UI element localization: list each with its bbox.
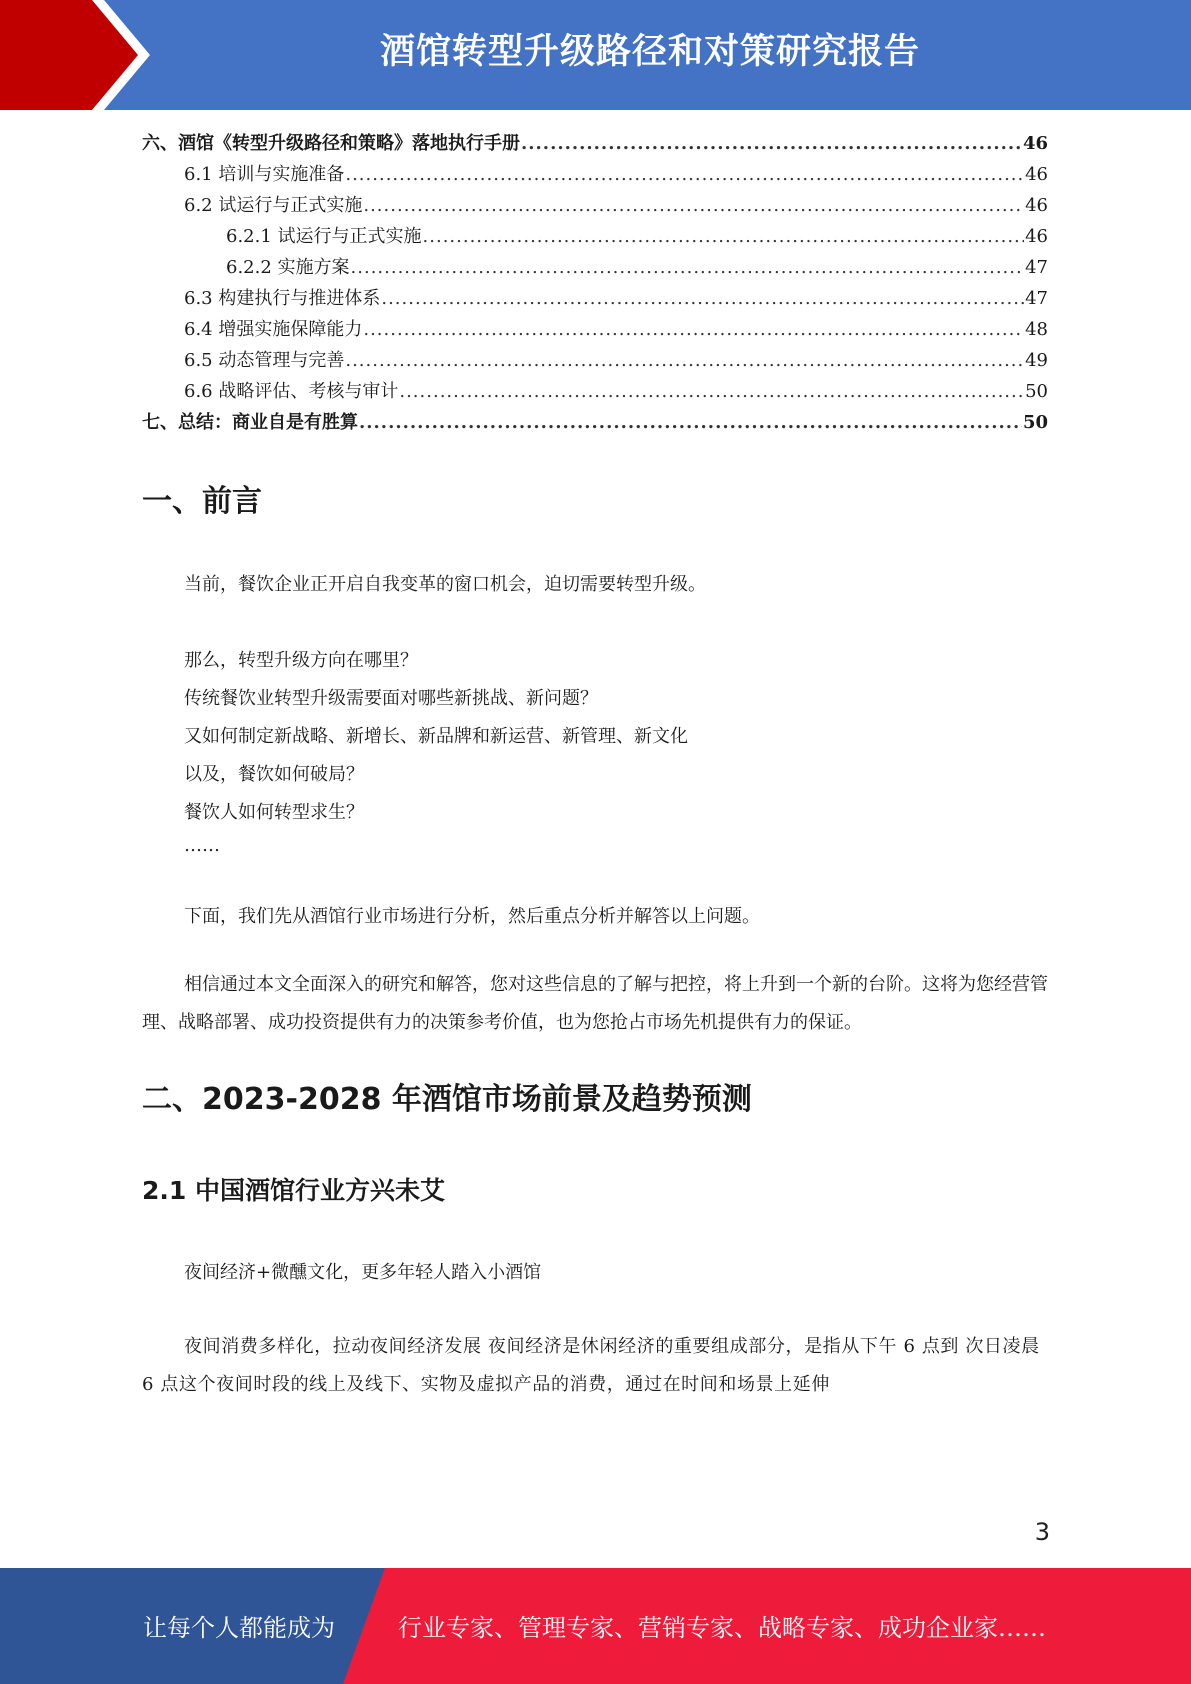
- paragraph: 相信通过本文全面深入的研究和解答，您对这些信息的了解与把控，将上升到一个新的台阶。这将为您经营管理、战略部署、成功投资提供有力的决策参考价值，也为您抢占市场先机提供有力的保证。: [142, 974, 1048, 1033]
- report-title: 酒馆转型升级路径和对策研究报告: [379, 32, 920, 72]
- toc-entry[interactable]: [142, 345, 1048, 376]
- footer-slogan-right: 行业专家、管理专家、营销专家、战略专家、成功企业家……: [398, 1614, 1046, 1642]
- toc-entry[interactable]: [142, 221, 1048, 252]
- table-of-contents: [142, 128, 1048, 438]
- toc-entry-label: 6.4 增强实施保障能力: [184, 319, 363, 340]
- toc-entry-label: 六、酒馆《转型升级路径和策略》落地执行手册: [142, 133, 520, 154]
- toc-leader-dots: [399, 376, 1024, 407]
- toc-entry-label: 6.1 培训与实施准备: [184, 164, 345, 185]
- toc-leader-dots: [345, 345, 1024, 376]
- toc-entry-page: 47: [1025, 288, 1048, 309]
- toc-entry[interactable]: [142, 190, 1048, 221]
- toc-entry-page: 49: [1025, 350, 1048, 371]
- toc-entry-page: 46: [1025, 195, 1048, 216]
- section-heading-preface: 一、前言: [142, 484, 262, 519]
- toc-leader-dots: [359, 407, 1022, 438]
- toc-leader-dots: [521, 128, 1022, 159]
- toc-entry[interactable]: [142, 376, 1048, 407]
- page-number: 3: [1034, 1518, 1050, 1546]
- question-line: 那么，转型升级方向在哪里？: [184, 650, 418, 671]
- document-body: [142, 480, 1048, 1404]
- toc-entry-label: 6.2.1 试运行与正式实施: [226, 226, 422, 247]
- paragraph: 下面，我们先从酒馆行业市场进行分析，然后重点分析并解答以上问题。: [184, 906, 760, 927]
- toc-leader-dots: [345, 159, 1024, 190]
- toc-entry[interactable]: [142, 252, 1048, 283]
- toc-entry[interactable]: [142, 128, 1048, 159]
- toc-entry-label: 6.2.2 实施方案: [226, 257, 350, 278]
- toc-entry-label: 6.2 试运行与正式实施: [184, 195, 363, 216]
- paragraph: 当前，餐饮企业正开启自我变革的窗口机会，迫切需要转型升级。: [184, 574, 706, 595]
- toc-entry-label: 6.5 动态管理与完善: [184, 350, 345, 371]
- toc-entry-page: 50: [1022, 412, 1048, 433]
- page-footer: [0, 1568, 1191, 1684]
- toc-leader-dots: [351, 252, 1025, 283]
- paragraph: 夜间消费多样化，拉动夜间经济发展 夜间经济是休闲经济的重要组成部分，是指从下午 6 点到 次日凌晨 6 点这个夜间时段的线上及线下、实物及虚拟产品的消费，通过在时间和场景上延伸: [142, 1336, 1040, 1395]
- toc-entry-page: 46: [1022, 133, 1048, 154]
- toc-entry-label: 6.3 构建执行与推进体系: [184, 288, 381, 309]
- toc-entry-page: 48: [1025, 319, 1048, 340]
- toc-entry-page: 46: [1025, 164, 1048, 185]
- question-line: 传统餐饮业转型升级需要面对哪些新挑战、新问题？: [184, 688, 598, 709]
- toc-entry-page: 46: [1025, 226, 1048, 247]
- toc-entry-label: 6.6 战略评估、考核与审计: [184, 381, 399, 402]
- page-header: [0, 0, 1191, 110]
- toc-leader-dots: [381, 283, 1024, 314]
- toc-entry-page: 47: [1025, 257, 1048, 278]
- footer-slogan-left: 让每个人都能成为: [143, 1614, 335, 1642]
- section-heading-forecast: 二、2023-2028 年酒馆市场前景及趋势预测: [142, 1082, 752, 1117]
- toc-leader-dots: [423, 221, 1025, 252]
- question-line: 又如何制定新战略、新增长、新品牌和新运营、新管理、新文化: [184, 726, 688, 747]
- toc-entry-page: 50: [1025, 381, 1048, 402]
- toc-entry[interactable]: [142, 159, 1048, 190]
- question-line: 餐饮人如何转型求生？: [184, 802, 364, 823]
- toc-leader-dots: [363, 190, 1024, 221]
- header-red-block: [0, 0, 150, 110]
- toc-entry[interactable]: [142, 314, 1048, 345]
- question-line: 以及，餐饮如何破局？: [184, 764, 364, 785]
- toc-entry[interactable]: [142, 283, 1048, 314]
- toc-leader-dots: [363, 314, 1024, 345]
- toc-entry[interactable]: [142, 407, 1048, 438]
- subsection-heading: 2.1 中国酒馆行业方兴未艾: [142, 1176, 445, 1205]
- paragraph: 夜间经济+微醺文化，更多年轻人踏入小酒馆: [184, 1262, 542, 1283]
- toc-entry-label: 七、总结：商业自是有胜算: [142, 412, 358, 433]
- ellipsis-line: ……: [184, 835, 220, 856]
